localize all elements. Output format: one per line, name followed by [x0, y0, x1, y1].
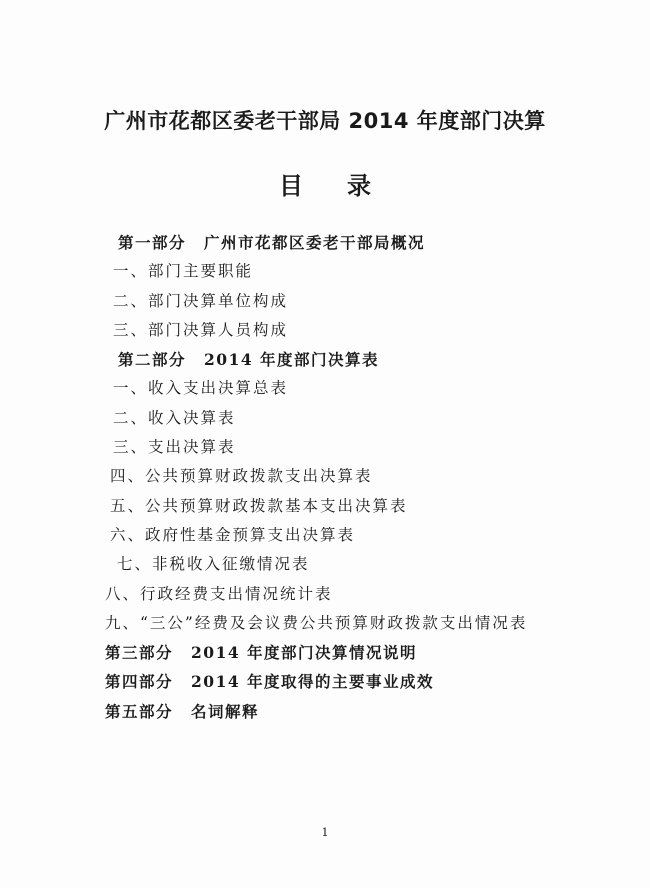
page-number: 1 — [321, 826, 329, 839]
toc-part-title: 2014 年度部门决算情况说明 — [191, 643, 418, 663]
toc-part-title: 2014 年度部门决算表 — [204, 350, 380, 370]
toc-item: 二、部门决算单位构成 — [113, 291, 289, 310]
toc-item-part-2 — [0, 345, 650, 374]
toc-item: 五、公共预算财政拨款基本支出决算表 — [110, 496, 408, 515]
toc-part-title: 广州市花都区委老干部局概况 — [204, 233, 426, 252]
toc-part-title: 名词解释 — [191, 701, 260, 721]
toc-item: 六、政府性基金预算支出决算表 — [110, 525, 356, 544]
toc-part-title: 2014 年度取得的主要事业成效 — [191, 672, 435, 692]
toc-item-part-1 — [0, 228, 650, 257]
document-title: 广州市花都区委老干部局 2014 年度部门决算 — [104, 109, 546, 133]
toc-heading: 目录 — [279, 172, 415, 200]
toc-part-label: 第五部分 — [105, 701, 174, 721]
toc-item-part-3 — [0, 638, 650, 667]
toc-item-part-4 — [0, 667, 650, 696]
toc-item: 九、“三公”经费及会议费公共预算财政拨款支出情况表 — [105, 613, 528, 632]
toc-item: 三、支出决算表 — [113, 438, 236, 457]
toc-item: 四、公共预算财政拨款支出决算表 — [110, 467, 373, 486]
toc-part-label: 第四部分 — [105, 672, 174, 692]
toc-part-label: 第三部分 — [105, 643, 174, 663]
toc-item: 二、收入决算表 — [113, 408, 236, 427]
toc-part-label: 第一部分 — [118, 233, 187, 252]
toc-item-part-5 — [0, 697, 650, 726]
table-of-contents — [0, 228, 650, 726]
toc-item: 七、非税收入征缴情况表 — [117, 555, 310, 574]
toc-item: 一、收入支出决算总表 — [113, 379, 289, 398]
toc-part-label: 第二部分 — [118, 350, 187, 370]
toc-item: 三、部门决算人员构成 — [113, 320, 289, 339]
toc-item: 八、行政经费支出情况统计表 — [105, 584, 333, 603]
toc-item: 一、部门主要职能 — [113, 262, 254, 281]
